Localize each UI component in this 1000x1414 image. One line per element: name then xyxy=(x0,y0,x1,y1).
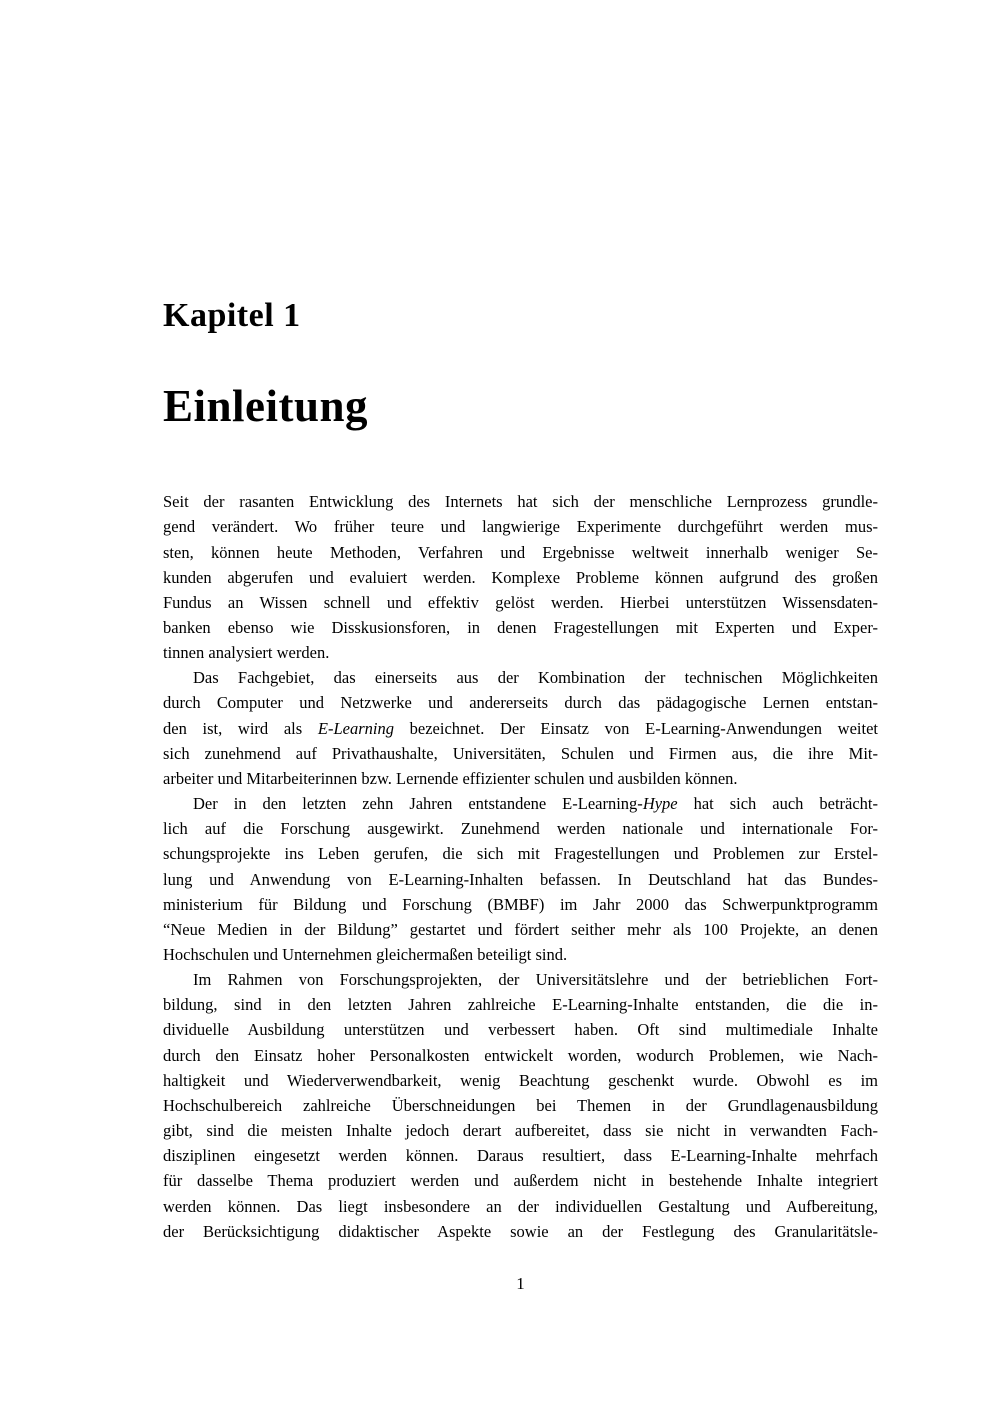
text-line: “Neue Medien in der Bildung” gestartet und fördert seither mehr als 100 Projekte, an denen xyxy=(163,919,878,939)
text-line: Im Rahmen von Forschungsprojekten, der Universitätslehre und der betrieblichen Fort- xyxy=(193,970,878,990)
text-line: kunden abgerufen und evaluiert werden. Komplexe Probleme können aufgrund des großen xyxy=(163,567,878,587)
text-line: gend verändert. Wo früher teure und langwierige Experimente durchgeführt werden mus- xyxy=(163,517,878,537)
paragraph xyxy=(163,791,878,967)
text-line: schungsprojekte ins Leben gerufen, die sich mit Fragestellungen und Problemen zur Erstel- xyxy=(163,844,878,864)
text-line: Seit der rasanten Entwicklung des Internets hat sich der menschliche Lernprozess grundle- xyxy=(163,492,878,512)
page-title: Einleitung xyxy=(163,380,369,431)
text-line: sich zunehmend auf Privathaushalte, Universitäten, Schulen und Firmen aus, die ihre Mit- xyxy=(163,743,878,763)
text-line: für dasselbe Thema produziert werden und außerdem nicht in bestehende Inhalte integriert xyxy=(163,1171,878,1191)
text-line: den ist, wird als E-Learning bezeichnet. Der Einsatz von E-Learning-Anwendungen weitet xyxy=(163,718,878,738)
paragraph xyxy=(163,967,878,1244)
text-line: Das Fachgebiet, das einerseits aus der Kombination der technischen Möglichkeiten xyxy=(193,668,878,688)
text-line: Hochschulen und Unternehmen gleichermaßen beteiligt sind. xyxy=(163,945,568,964)
page-number: 1 xyxy=(516,1274,525,1293)
text-line: bildung, sind in den letzten Jahren zahlreiche E-Learning-Inhalte entstanden, die die in- xyxy=(163,995,878,1015)
text-line: arbeiter und Mitarbeiterinnen bzw. Lernende effizienter schulen und ausbilden können. xyxy=(163,768,738,788)
paragraph xyxy=(163,665,878,791)
text-line: werden können. Das liegt insbesondere an der individuellen Gestaltung und Aufbereitung, xyxy=(163,1196,878,1216)
text-line: sten, können heute Methoden, Verfahren und Ergebnisse weltweit innerhalb weniger Se- xyxy=(163,542,878,562)
text-line: lung und Anwendung von E-Learning-Inhalten befassen. In Deutschland hat das Bundes- xyxy=(163,869,878,889)
text-line: tinnen analysiert werden. xyxy=(163,643,330,663)
text-line: banken ebenso wie Disskusionsforen, in denen Fragestellungen mit Experten und Exper- xyxy=(163,617,878,637)
text-line: disziplinen eingesetzt werden können. Daraus resultiert, dass E-Learning-Inhalte mehrfach xyxy=(163,1146,878,1166)
text-line: Der in den letzten zehn Jahren entstandene E-Learning-Hype hat sich auch beträcht- xyxy=(193,794,878,814)
text-line: ministerium für Bildung und Forschung (BMBF) im Jahr 2000 das Schwerpunktprogramm xyxy=(163,894,878,914)
text-line: Hochschulbereich zahlreiche Überschneidungen bei Themen in der Grundlagenausbildung xyxy=(163,1095,878,1115)
text-line: haltigkeit und Wiederverwendbarkeit, wenig Beachtung geschenkt wurde. Obwohl es im xyxy=(163,1070,878,1090)
text-line: gibt, sind die meisten Inhalte jedoch derart aufbereitet, dass sie nicht in verwandten Fach- xyxy=(163,1121,878,1141)
chapter-label: Kapitel 1 xyxy=(163,297,301,334)
text-line: Fundus an Wissen schnell und effektiv gelöst werden. Hierbei unterstützen Wissensdaten- xyxy=(163,592,878,612)
paragraph xyxy=(163,489,878,665)
text-line: durch den Einsatz hoher Personalkosten entwickelt worden, wodurch Problemen, wie Nach- xyxy=(163,1045,878,1065)
text-line: der Berücksichtigung didaktischer Aspekte sowie an der Festlegung des Granularitätsle- xyxy=(163,1221,878,1241)
page-content xyxy=(163,0,878,1244)
text-line: durch Computer und Netzwerke und andererseits durch das pädagogische Lernen entstan- xyxy=(163,693,878,713)
text-line: dividuelle Ausbildung unterstützen und verbessert haben. Oft sind multimediale Inhalte xyxy=(163,1020,878,1040)
text-line: lich auf die Forschung ausgewirkt. Zunehmend werden nationale und internationale For- xyxy=(163,819,878,839)
body-text xyxy=(163,489,878,1244)
